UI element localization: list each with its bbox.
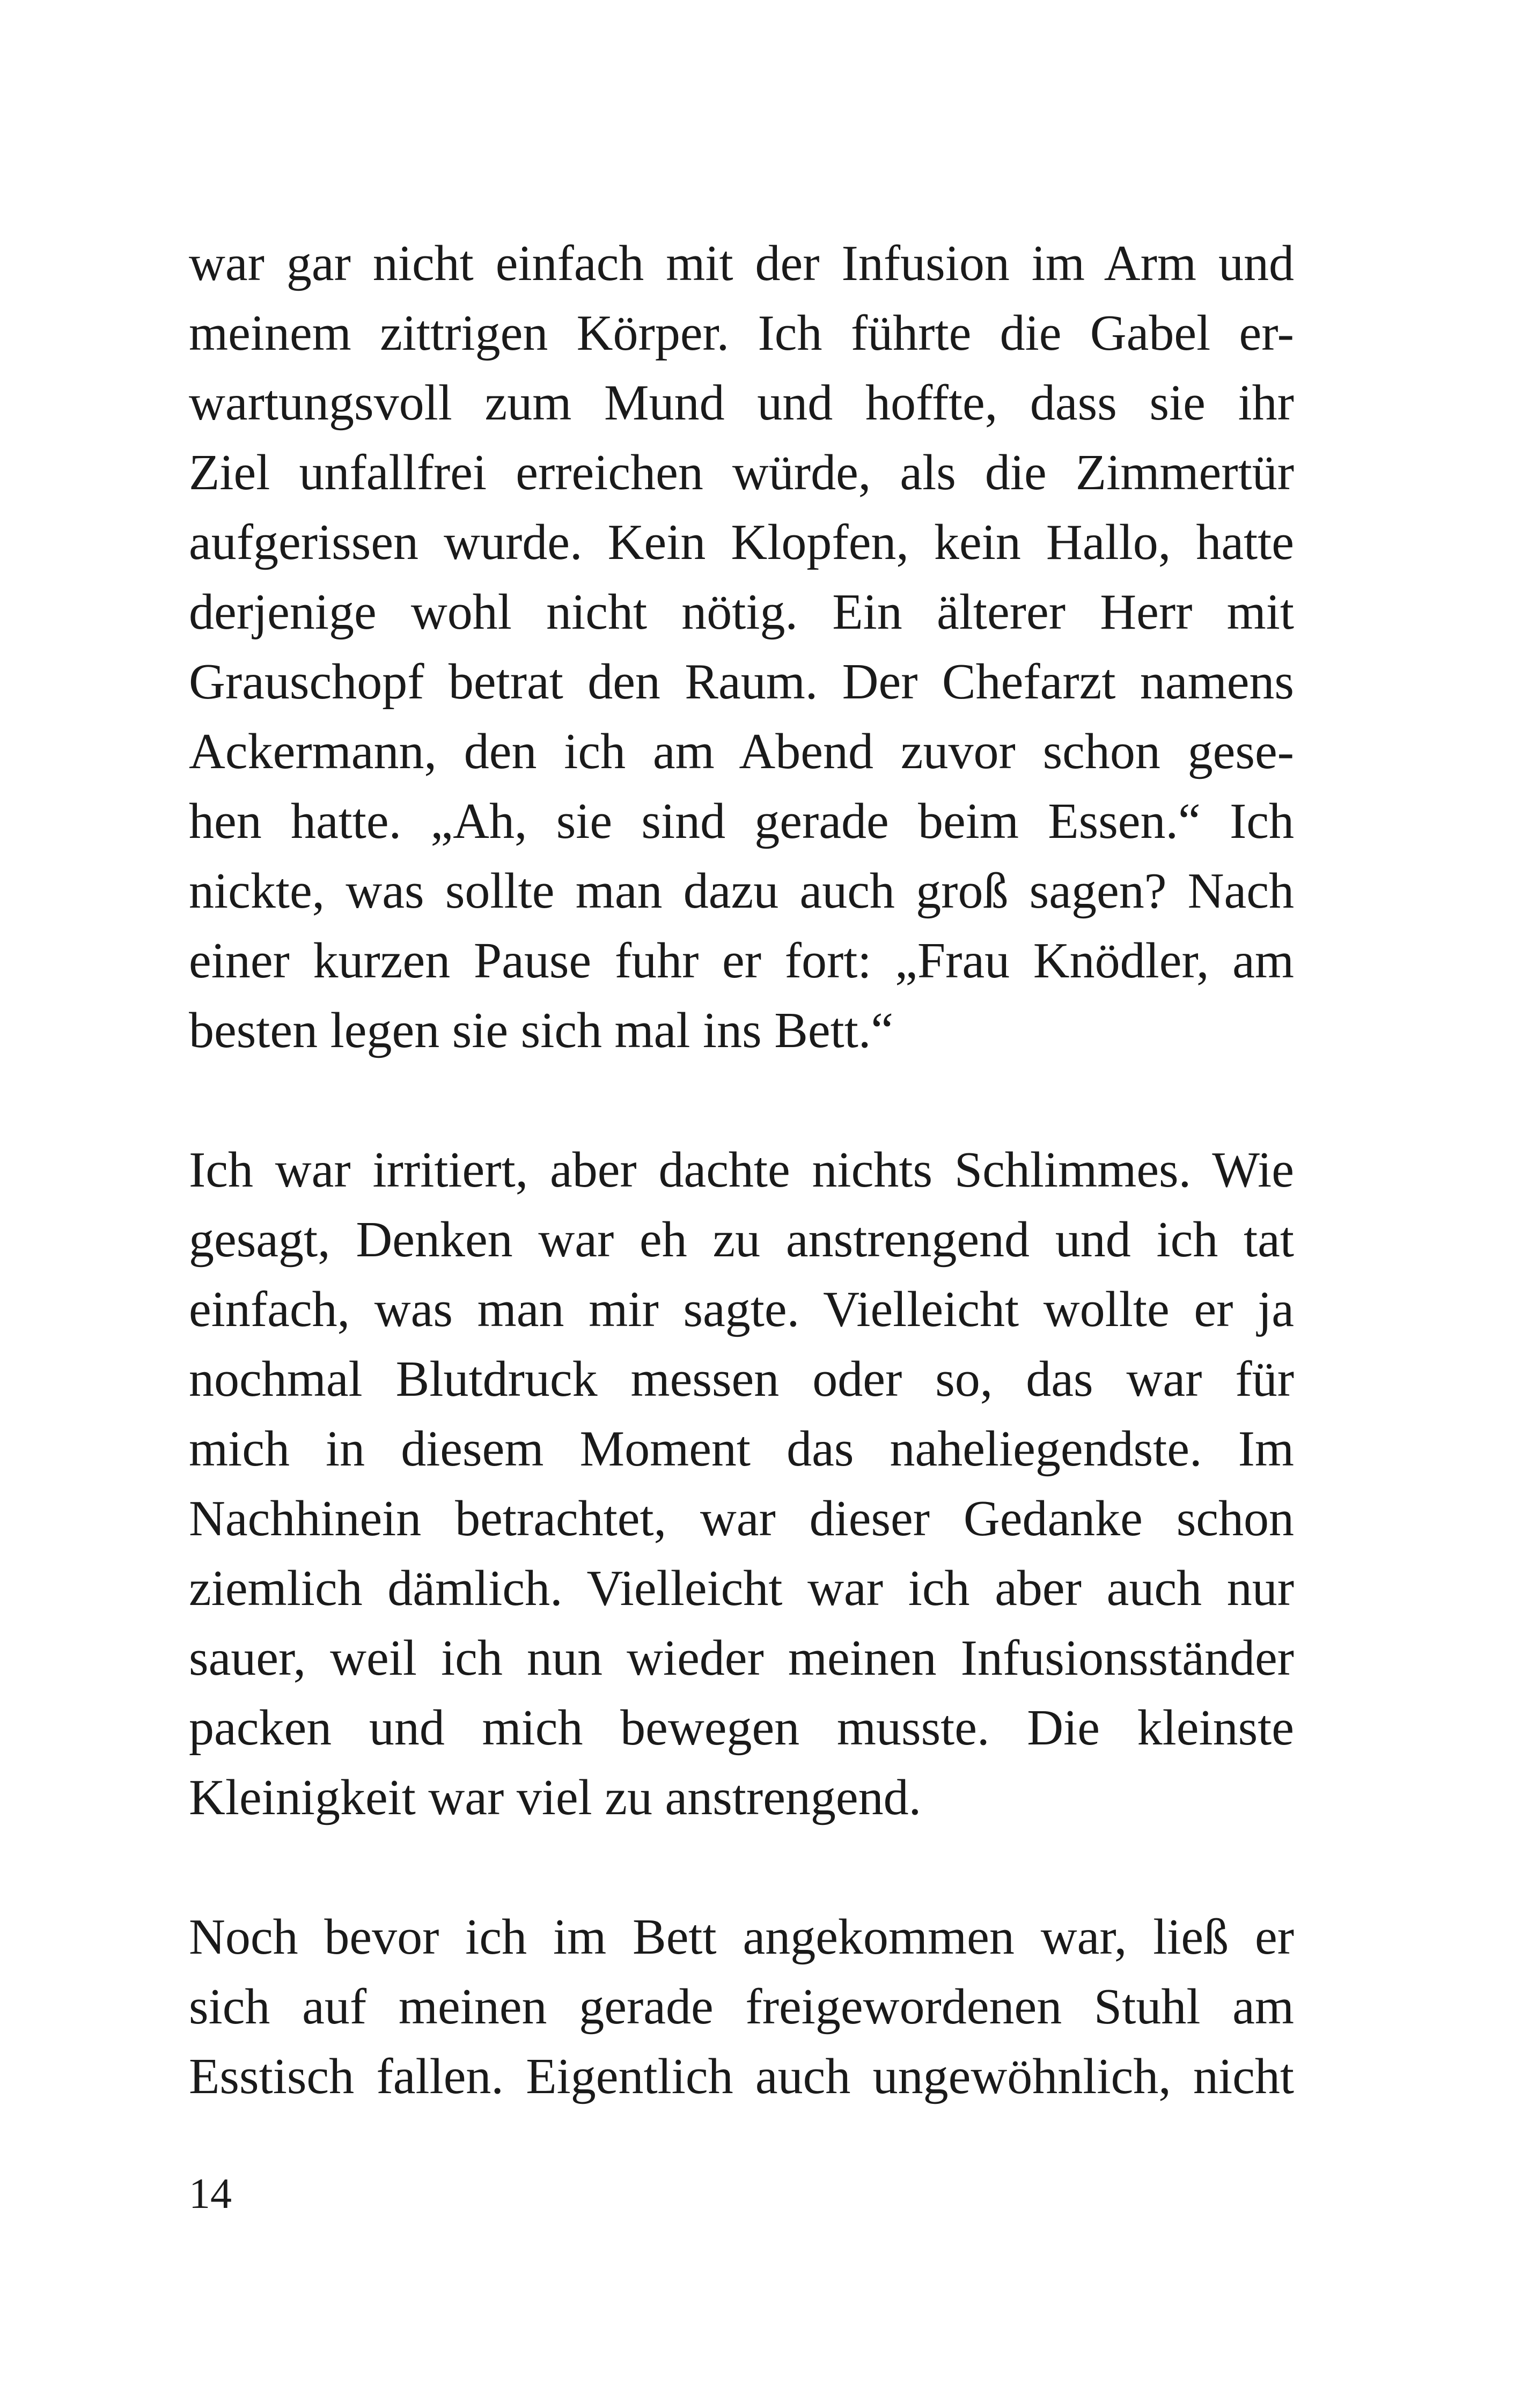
text-line: war gar nicht einfach mit der Infusion im Arm und — [189, 235, 1294, 291]
text-line: einfach, was man mir sagte. Vielleicht wollte er ja — [189, 1282, 1294, 1337]
text-line: Ziel unfallfrei erreichen würde, als die Zimmertür — [189, 445, 1294, 500]
text-line: gesagt, Denken war eh zu anstrengend und ich tat — [189, 1212, 1294, 1268]
text-line: Ich war irritiert, aber dachte nichts Schlimmes. Wie — [189, 1142, 1294, 1198]
text-line: hen hatte. „Ah, sie sind gerade beim Essen.“ Ich — [189, 793, 1294, 849]
text-line: Noch bevor ich im Bett angekommen war, ließ er — [189, 1909, 1294, 1965]
text-line: nochmal Blutdruck messen oder so, das war für — [189, 1351, 1294, 1407]
text-line: wartungsvoll zum Mund und hoffte, dass sie ihr — [189, 375, 1294, 431]
page-number: 14 — [189, 2170, 232, 2218]
paragraph-1 — [189, 229, 1294, 1065]
text-line: sich auf meinen gerade freigewordenen Stuhl am — [189, 1979, 1294, 2035]
text-line: einer kurzen Pause fuhr er fort: „Frau Knödler, am — [189, 933, 1294, 989]
text-line: besten legen sie sich mal ins Bett.“ — [189, 1003, 894, 1058]
text-line: aufgerissen wurde. Kein Klopfen, kein Hallo, hatte — [189, 514, 1294, 570]
paragraph-3 — [189, 1902, 1294, 2111]
text-line: sauer, weil ich nun wieder meinen Infusionsständer — [189, 1630, 1294, 1686]
text-line: meinem zittrigen Körper. Ich führte die Gabel er- — [189, 305, 1294, 361]
text-line: Kleinigkeit war viel zu anstrengend. — [189, 1770, 922, 1825]
text-line: mich in diesem Moment das naheliegendste. Im — [189, 1421, 1294, 1477]
text-line: Esstisch fallen. Eigentlich auch ungewöhnlich, nicht — [189, 2049, 1294, 2104]
paragraph-2 — [189, 1135, 1294, 1832]
text-line: nickte, was sollte man dazu auch groß sagen? Nach — [189, 863, 1294, 919]
text-line: derjenige wohl nicht nötig. Ein älterer Herr mit — [189, 584, 1294, 640]
text-line: ziemlich dämlich. Vielleicht war ich aber auch nur — [189, 1560, 1294, 1616]
body-text — [189, 229, 1294, 2111]
text-line: Ackermann, den ich am Abend zuvor schon gese- — [189, 724, 1294, 779]
text-line: Nachhinein betrachtet, war dieser Gedanke schon — [189, 1491, 1294, 1547]
text-line: packen und mich bewegen musste. Die kleinste — [189, 1700, 1294, 1756]
text-line: Grauschopf betrat den Raum. Der Chefarzt namens — [189, 654, 1294, 710]
